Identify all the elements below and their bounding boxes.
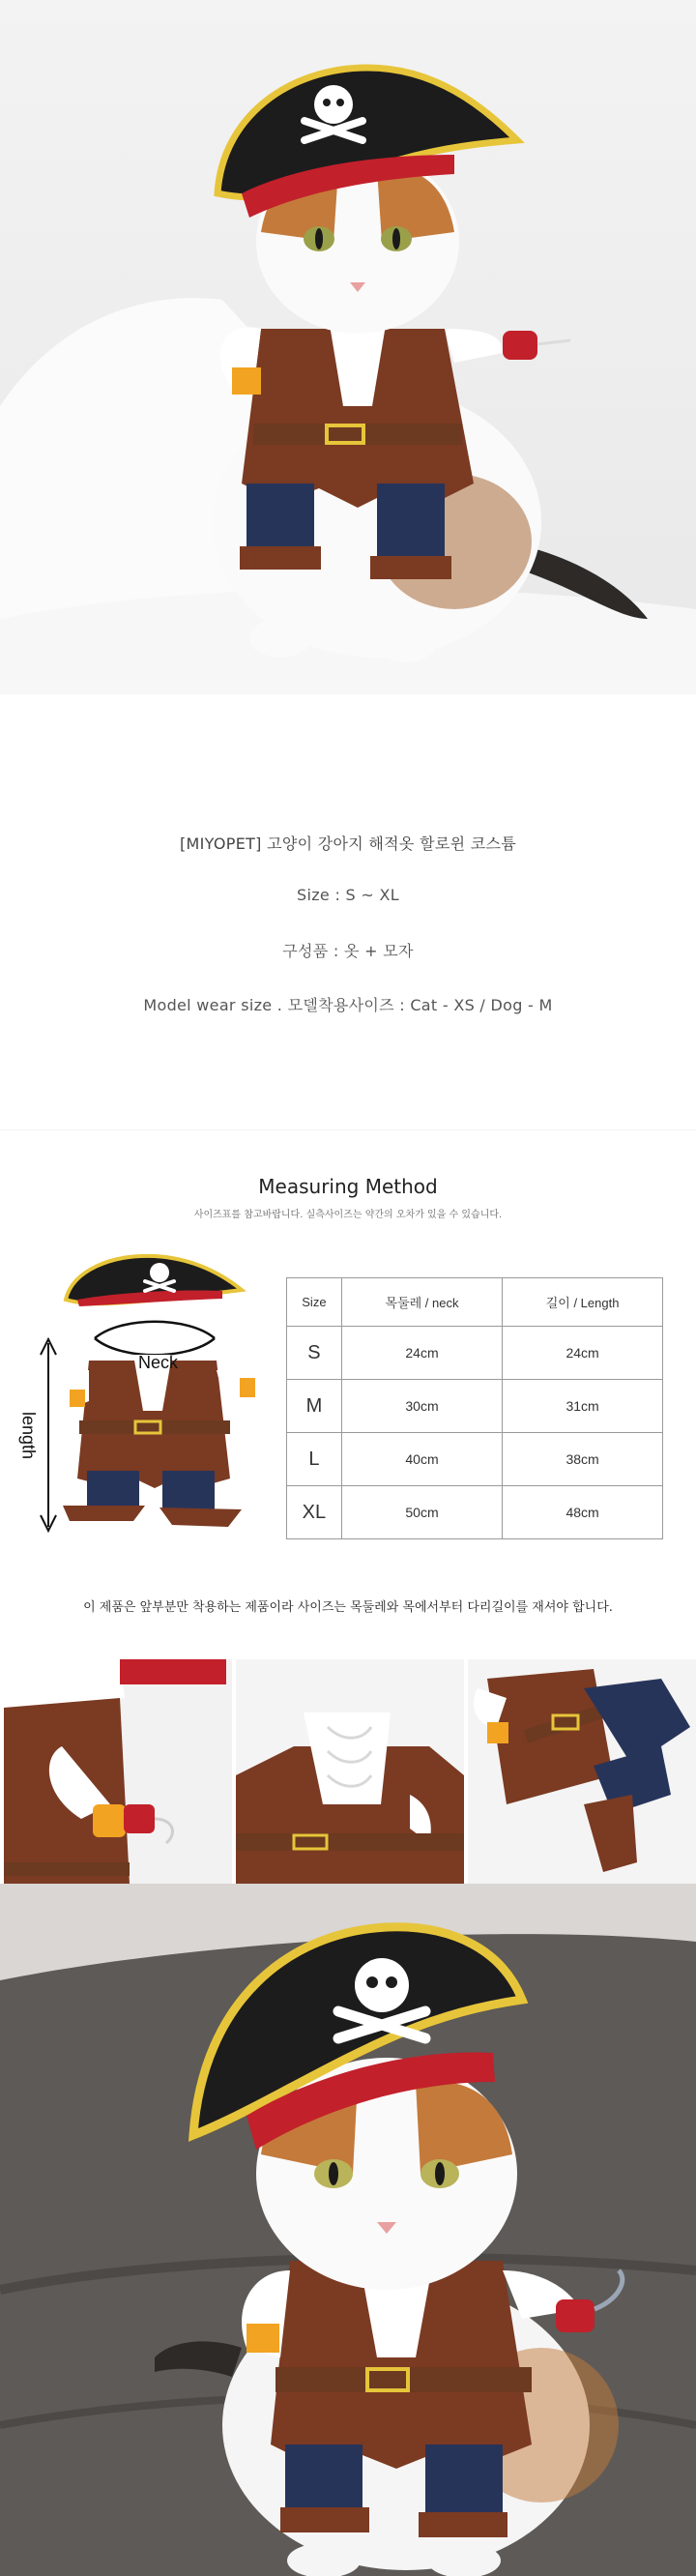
bottom-photo-cat-on-sofa <box>0 1884 696 2576</box>
table-row <box>287 1433 663 1486</box>
product-intro-section <box>0 694 696 1129</box>
detail-photo-shirt <box>236 1659 464 1884</box>
size-cell: L <box>287 1433 342 1486</box>
size-table <box>286 1277 663 1539</box>
measuring-note: 이 제품은 앞부분만 착용하는 제품이라 사이즈는 목둘레와 목에서부터 다리길이를 재셔야 합니다. <box>83 1600 613 1615</box>
measuring-title: Measuring Method <box>258 1175 438 1198</box>
product-title: [MIYOPET] 고양이 강아지 해적옷 할로윈 코스튬 <box>179 834 516 853</box>
detail-photo-sleeve <box>4 1659 232 1884</box>
neck-cell: 24cm <box>341 1327 502 1380</box>
size-cell: S <box>287 1327 342 1380</box>
neck-measure-arrow <box>95 1322 215 1338</box>
neck-header: 목둘레 / neck <box>341 1278 502 1327</box>
length-cell: 38cm <box>503 1433 663 1486</box>
size-table-header-row <box>287 1278 663 1327</box>
model-size-line: Model wear size . 모델착용사이즈 : Cat - XS / Dog - M <box>143 996 553 1014</box>
table-row <box>287 1380 663 1433</box>
neck-cell: 50cm <box>341 1486 502 1539</box>
measuring-subtitle: 사이즈표를 참고바랍니다. 실측사이즈는 약간의 오차가 있을 수 있습니다. <box>193 1210 503 1220</box>
costume-diagram <box>10 1246 280 1537</box>
length-label: length <box>18 1411 39 1460</box>
size-range-line: Size : S ~ XL <box>297 886 399 904</box>
length-cell: 31cm <box>503 1380 663 1433</box>
size-cell: M <box>287 1380 342 1433</box>
components-line: 구성품 : 옷 + 모자 <box>282 942 414 960</box>
hero-photo-illustration <box>0 0 696 694</box>
table-row <box>287 1327 663 1380</box>
length-header: 길이 / Length <box>503 1278 663 1327</box>
size-cell: XL <box>287 1486 342 1539</box>
hero-photo-cat-pirate-costume <box>0 0 696 694</box>
length-cell: 24cm <box>503 1327 663 1380</box>
size-header: Size <box>287 1278 342 1327</box>
neck-cell: 30cm <box>341 1380 502 1433</box>
detail-photo-pants <box>468 1659 696 1884</box>
measuring-method-section <box>0 1129 696 1659</box>
length-cell: 48cm <box>503 1486 663 1539</box>
table-row <box>287 1486 663 1539</box>
neck-label: Neck <box>138 1353 179 1372</box>
bottom-photo-illustration <box>0 1884 696 2576</box>
detail-thumbnails <box>0 1659 696 1884</box>
neck-cell: 40cm <box>341 1433 502 1486</box>
